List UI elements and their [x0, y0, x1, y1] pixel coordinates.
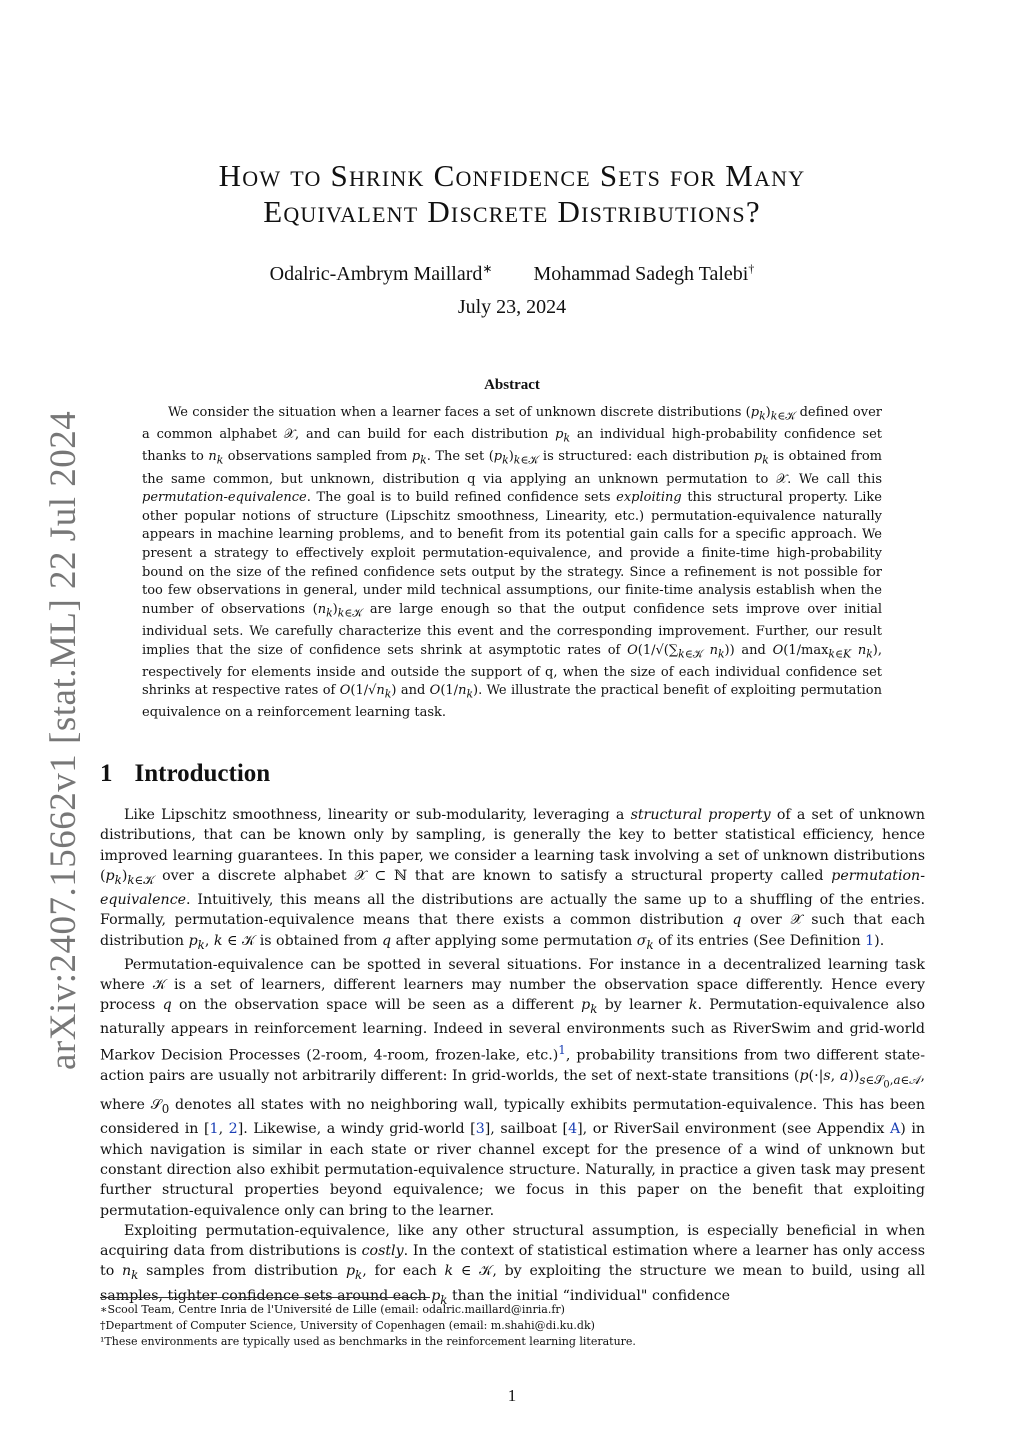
- paper-title: [140, 158, 884, 230]
- page-number: 1: [507, 1386, 517, 1405]
- title-line-1: How to Shrink Confidence Sets for Many: [218, 158, 806, 193]
- footnote-2: †Department of Computer Science, University of Copenhagen (email: m.shahi@di.ku.dk): [100, 1319, 595, 1332]
- abstract-body: We consider the situation when a learner faces a set of unknown discrete distributions $(p_k)_{k\in 𝒦}$ defined over a common alphabet 𝒳, and can build for each distribution $p_k$ an individual high-probability confidence set thanks to $n_k$ observations sampled from $p_k$. The set $(p_k)_{k\in 𝒦}$ is structured: each distribution $p_k$ is obtained from the same common, but unknown, distribution q via applying an unknown permutation to 𝒳. We call this permutation-equivalence. The goal is to build refined confidence sets exploiting this structural property. Like other popular notions of structure (Lipschitz smoothness, Linearity, etc.) permutation-equivalence naturally appears in machine learning problems, and to benefit from its potential gain calls for a specific approach. We present a strategy to effectively exploit permutation-equivalence, and provide a finite-time high-probability bound on the size of the refined confidence sets output by the strategy. Since a refinement is not possible for too few observations in general, under mild technical assumptions, our finite-time analysis establish when the number of observations $(n_k)_{k\in 𝒦}$ are large enough so that the output confidence sets improve over initial individual sets. We carefully characterize this event and the corresponding improvement. Further, our result implies that the size of confidence sets shrink at asymptotic rates of $O(1/√(\sum_{k\in 𝒦}$ $n_k$)) and $O(1/\max_{k\in K}$ $n_k$), respectively for elements inside and outside the support of q, when the size of each individual confidence set shrinks at respective rates of $O(1/√n_k)$ and $O(1/n_k)$. We illustrate the practical benefit of exploiting permutation equivalence on a reinforcement learning task.: [142, 405, 882, 721]
- author-name: Mohammad Sadegh Talebi: [533, 262, 749, 285]
- title-line-2: Equivalent Discrete Distributions?: [263, 194, 761, 229]
- author-name: Odalric-Ambrym Maillard: [269, 262, 483, 285]
- paragraph: Permutation-equivalence can be spotted in several situations. For instance in a decentralized learning task where 𝒦 is a set of learners, different learners may number the observation space differently. Hence every process q on the observation space will be seen as a different $p_k$ by learner k. Permutation-equivalence also naturally appears in reinforcement learning. Indeed in several environments such as RiverSwim and grid-world Markov Decision Processes (2-room, 4-room, frozen-lake, etc.)$^1$, probability transitions from two different state-action pairs are usually not arbitrarily different: In grid-worlds, the set of next-state transitions (p(·|s, $a))_{s\in 𝒮_0,a\in 𝒜}$, where 𝒮$_0$ denotes all states with no neighboring wall, typically exhibits permutation-equivalence. This has been considered in [1, 2]. Likewise, a windy grid-world [3], sailboat [4], or RiverSail environment (see Appendix A) in which navigation is similar in each state or river channel except for the presence of a wind of unknown but constant direction also exhibit permutation-equivalence structure. Naturally, in practice a given task may present further structural properties beyond equivalence; we focus in this paper on the benefit that exploiting permutation-equivalence only can bring to the learner.: [100, 956, 926, 1219]
- arxiv-identifier: arXiv:2407.15662v1 [stat.ML] 22 Jul 2024: [43, 410, 84, 1070]
- footnotes: [100, 1302, 925, 1350]
- author-2: [533, 263, 754, 285]
- author-list: [140, 256, 884, 286]
- paragraph: Exploiting permutation-equivalence, like any other structural assumption, is especially beneficial in when acquiring data from distributions is costly. In the context of statistical estimation where a learner has only access to $n_k$ samples from distribution $p_k$, for each k ∈ 𝒦, by exploiting the structure we mean to build, using all samples, tighter confidence sets around each $p_k$ than the initial “individual" confidence: [100, 1222, 925, 1307]
- section-heading: [100, 760, 270, 788]
- author-mark: †: [748, 261, 755, 275]
- abstract-heading: Abstract: [484, 377, 540, 393]
- footnote-divider: [100, 1297, 430, 1298]
- section-title: Introduction: [134, 760, 271, 787]
- author-1: [270, 263, 493, 285]
- footnote-3: ¹These environments are typically used as benchmarks in the reinforcement learning literature.: [100, 1335, 636, 1348]
- section-number: 1: [100, 760, 113, 787]
- introduction-body: [100, 805, 925, 1310]
- footnote-1: ∗Scool Team, Centre Inria de l'Université de Lille (email: odalric.maillard@inria.fr): [100, 1303, 565, 1316]
- paper-date: July 23, 2024: [457, 296, 567, 318]
- paragraph: Like Lipschitz smoothness, linearity or sub-modularity, leveraging a structural property of a set of unknown distributions, that can be known only by sampling, is generally the key to better statistical efficiency, hence improved learning guarantees. In this paper, we consider a learning task involving a set of unknown distributions $(p_k)_{k\in 𝒦}$ over a discrete alphabet 𝒳 ⊂ ℕ that are known to satisfy a structural property called permutation-equivalence. Intuitively, this means all the distributions are actually the same up to a shuffling of the entries. Formally, permutation-equivalence means that there exists a common distribution q over 𝒳 such that each distribution $p_k$, k ∈ 𝒦 is obtained from q after applying some permutation $\sigma_k$ of its entries (See Definition 1).: [100, 807, 925, 952]
- author-mark: ∗: [482, 261, 493, 275]
